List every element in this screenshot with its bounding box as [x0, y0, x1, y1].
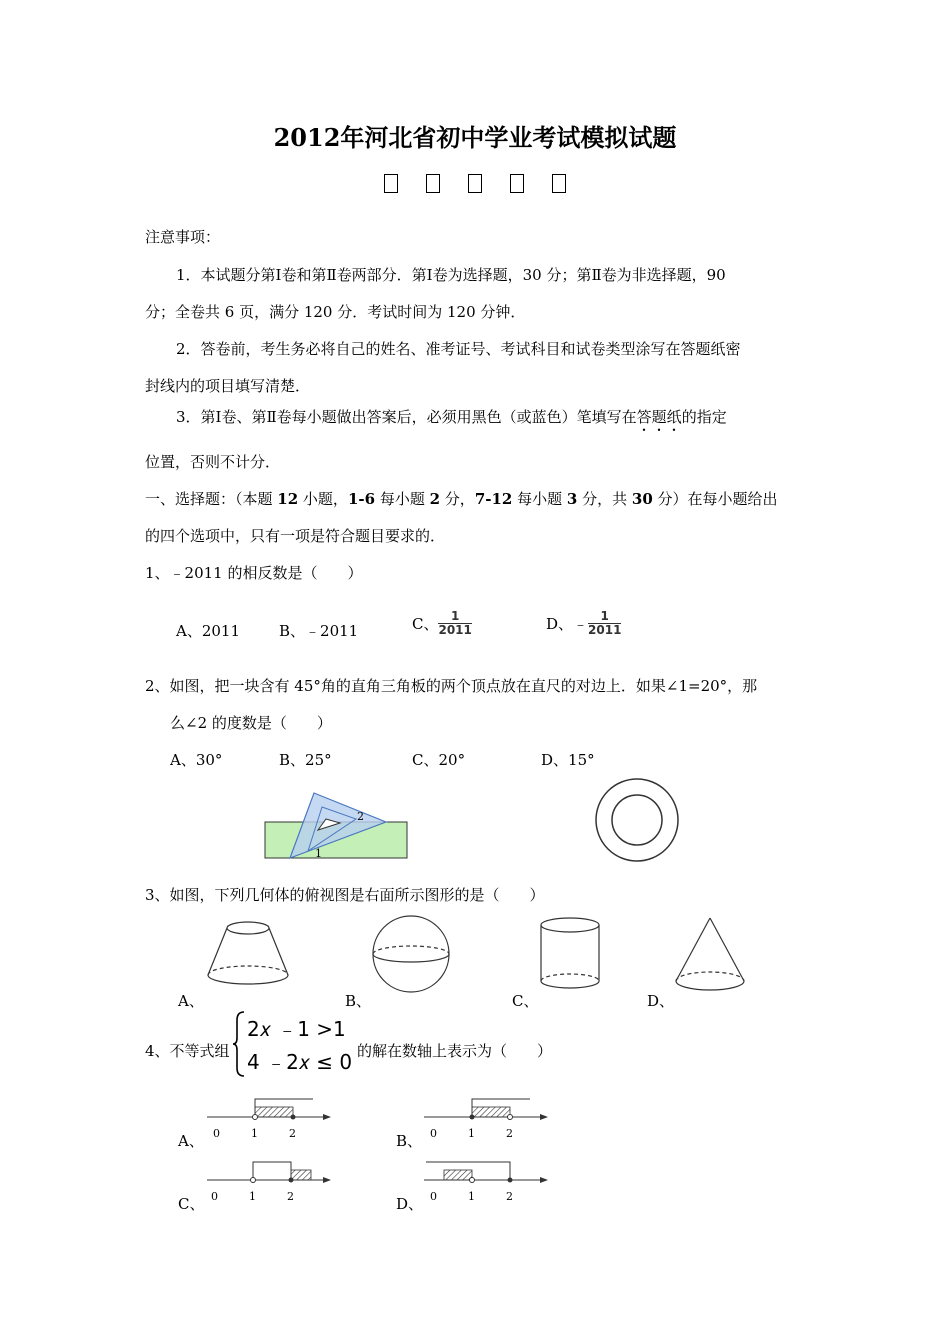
number-line-d [422, 1158, 552, 1203]
notice-heading: 注意事项： [145, 228, 221, 246]
question-3-stem: 3、如图，下列几何体的俯视图是右面所示图形的是（ ） [145, 886, 545, 904]
inequality-2: 4 ﹣2𝑥 ≤ 0 [247, 1050, 353, 1074]
svg-text:1: 1 [249, 1190, 256, 1203]
q2-option-d: D、15° [541, 751, 595, 769]
q3-option-c: C、 [512, 992, 539, 1010]
angle-1-label: 1 [315, 847, 322, 860]
q1-option-c: C、 $\frac{1}{2011}$ [412, 609, 472, 637]
svg-text:0: 0 [213, 1127, 220, 1140]
svg-text:2: 2 [289, 1127, 296, 1140]
svg-text:2: 2 [506, 1127, 513, 1140]
number-line-c [205, 1158, 335, 1203]
question-4-stem-prefix: 4、不等式组 [145, 1042, 230, 1060]
q1-option-d: D、﹣ $\frac{1}{2011}$ [546, 609, 622, 637]
q1-option-b: B、﹣2011 [279, 622, 359, 640]
fraction: $\frac{1}{2011}$ [438, 609, 472, 637]
question-4-stem-suffix: 的解在数轴上表示为（ ） [357, 1042, 553, 1060]
q2-option-c: C、20° [412, 751, 466, 769]
notice-item1-line2: 分；全卷共 6 页，满分 120 分．考试时间为 120 分钟． [145, 303, 526, 321]
missing-glyph-boxes [0, 172, 950, 193]
number-line-a [205, 1095, 335, 1140]
angle-2-label: 2 [357, 810, 364, 823]
q4-option-b: B、 [396, 1132, 423, 1150]
q4-option-a: A、 [178, 1132, 204, 1150]
cylinder-figure [537, 915, 607, 995]
notice-item3-line1: 3．第Ⅰ卷、第Ⅱ卷每小题做出答案后，必须用黑色（或蓝色）笔填写在答题纸的指定 [176, 408, 727, 426]
q2-option-a: A、30° [170, 751, 223, 769]
q1-option-a: A、2011 [176, 622, 241, 640]
frustum-figure [205, 918, 295, 993]
question-1-stem: 1、﹣2011 的相反数是（ ） [145, 564, 363, 582]
q3-option-b: B、 [345, 992, 372, 1010]
question-2-stem-line2: 么∠2 的度数是（ ） [170, 714, 332, 732]
cone-figure [673, 915, 748, 995]
q3-option-a: A、 [178, 992, 204, 1010]
q2-option-b: B、25° [279, 751, 332, 769]
q4-option-d: D、 [396, 1195, 424, 1213]
svg-text:1: 1 [468, 1190, 475, 1203]
q4-option-c: C、 [178, 1195, 205, 1213]
section-1-heading-line2: 的四个选项中，只有一项是符合题目要求的． [145, 527, 446, 545]
svg-text:1: 1 [468, 1127, 475, 1140]
svg-text:1: 1 [251, 1127, 258, 1140]
section-1-heading: 一、选择题：（本题 12 小题，1-6 每小题 2 分，7-12 每小题 3 分，共 30 分）在每小题给出 [145, 490, 778, 508]
top-view-figure [590, 775, 685, 865]
svg-text:2: 2 [506, 1190, 513, 1203]
notice-item2-line1: 2．答卷前，考生务必将自己的姓名、准考证号、考试科目和试卷类型涂写在答题纸密 [176, 340, 741, 358]
left-brace-icon [232, 1010, 246, 1078]
notice-item2-line2: 封线内的项目填写清楚． [145, 377, 311, 395]
svg-text:0: 0 [430, 1127, 437, 1140]
notice-item1-line1: 1．本试题分第Ⅰ卷和第Ⅱ卷两部分．第Ⅰ卷为选择题，30 分；第Ⅱ卷为非选择题，90 [176, 266, 726, 284]
sphere-figure [370, 913, 455, 998]
notice-item3-line2: 位置，否则不计分． [145, 453, 281, 471]
question-2-stem-line1: 2、如图，把一块含有 45°角的直角三角板的两个顶点放在直尺的对边上．如果∠1=20°，那 [145, 677, 758, 695]
ruler-triangle-figure [260, 785, 420, 865]
number-line-b [422, 1095, 552, 1140]
svg-text:2: 2 [287, 1190, 294, 1203]
svg-text:0: 0 [211, 1190, 218, 1203]
svg-text:0: 0 [430, 1190, 437, 1203]
fraction: $\frac{1}{2011}$ [588, 609, 622, 637]
q3-option-d: D、 [647, 992, 675, 1010]
emphasized-answer-sheet: 答题纸 [636, 408, 682, 426]
inequality-1: 2𝑥 ﹣1 >1 [247, 1017, 346, 1041]
page-title: 2012年河北省初中学业考试模拟试题 [273, 123, 677, 152]
